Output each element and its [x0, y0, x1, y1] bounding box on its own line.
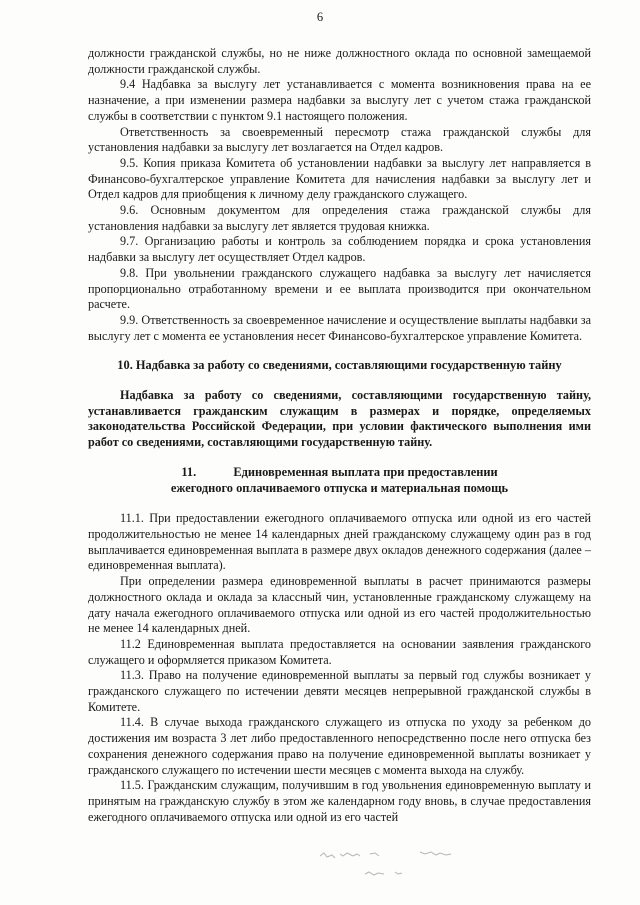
paragraph-11-1-size: При определении размера единовременной выплаты в расчет принимаются размеры должностного оклада и оклада за классный чин, установленные гражданскому служащему на дату начала ежегодного оплачиваемого отпуска или одной из его частей продолжительностью не менее 14 календарных дней.: [88, 574, 591, 636]
section-11-heading: [88, 465, 591, 496]
section-10-paragraph: Надбавка за работу со сведениями, составляющими государственную тайну, устанавливается гражданским служащим в размерах и порядке, определяемых законодательства Российской Федерации, при условии фактического выполнения ими работ со сведениями, составляющими государственную тайну.: [88, 388, 591, 450]
section-11-number: 11.: [181, 464, 197, 479]
paragraph-11-3: 11.3. Право на получение единовременной выплаты за первый год службы возникает у гражданского служащего по истечении девяти месяцев непрерывной гражданской службы в Комитете.: [88, 668, 591, 714]
paragraph-9-8: 9.8. При увольнении гражданского служащего надбавка за выслугу лет начисляется пропорционально отработанному времени и ее выплата производится при окончательном расчете.: [88, 265, 591, 312]
section-10-heading: 10. Надбавка за работу со сведениями, составляющими государственную тайну: [117, 358, 562, 373]
document-body: [88, 46, 591, 825]
faded-stamp-marks: [300, 842, 510, 890]
paragraph-9-5: 9.5. Копия приказа Комитета об установлении надбавки за выслугу лет направляется в Финансово-бухгалтерское управление Комитета для начисления надбавки за выслугу лет и Отдел кадров для приобщения к личному делу гражданского служащего.: [88, 155, 591, 202]
paragraph-responsibility: Ответственность за своевременный пересмотр стажа гражданской службы для установления надбавки за выслугу лет возлагается на Отдел кадров.: [88, 124, 591, 155]
paragraph-9-7: 9.7. Организацию работы и контроль за соблюдением порядка и срока установления надбавки за выслугу лет осуществляет Отдел кадров.: [88, 234, 591, 265]
paragraph-9-6: 9.6. Основным документом для определения стажа гражданской службы для установления надбавки за выслугу лет является трудовая книжка.: [88, 203, 591, 233]
paragraph-11-5: 11.5. Гражданским служащим, получившим в год увольнения единовременную выплату и принятым на гражданскую службу в этом же календарном году вновь, в случае предоставления ежегодного оплачиваемого отпуска или одной из его частей: [88, 778, 591, 824]
section-11-heading-line1: Единовременная выплата при предоставлении: [233, 464, 498, 479]
paragraph-11-4: 11.4. В случае выхода гражданского служащего из отпуска по уходу за ребенком до достижения им возраста 3 лет либо предоставленного непосредственно после него отпуска без сохранения денежного содержания право на получение единовременной выплаты возникает у гражданского служащего по истечении шести месяцев с момента выхода на службу.: [88, 715, 591, 777]
section-11-heading-line2: ежегодного оплачиваемого отпуска и материальная помощь: [170, 480, 509, 495]
paragraph-9-9: 9.9. Ответственность за своевременное начисление и осуществление выплаты надбавки за выслугу лет с момента ее установления несет Финансово-бухгалтерское управление Комитета.: [88, 312, 591, 343]
paragraph-11-1: 11.1. При предоставлении ежегодного оплачиваемого отпуска или одной из его частей продолжительностью не менее 14 календарных дней гражданскому служащему один раз в год выплачивается единовременная выплата в размере двух окладов денежного содержания (далее – единовременная выплата).: [88, 511, 591, 573]
page-number: 6: [316, 10, 324, 24]
paragraph-continuation: должности гражданской службы, но не ниже должностного оклада по основной замещаемой должности гражданской службы.: [88, 46, 591, 76]
paragraph-11-2: 11.2 Единовременная выплата предоставляется на основании заявления гражданского служащего и оформляется приказом Комитета.: [88, 636, 591, 667]
paragraph-9-4: 9.4 Надбавка за выслугу лет устанавливается с момента возникновения права на ее назначение, а при изменении размера надбавки за выслугу лет с учетом стажа гражданской службы в соответствии с пунктом 9.1 настоящего положения.: [88, 77, 591, 123]
